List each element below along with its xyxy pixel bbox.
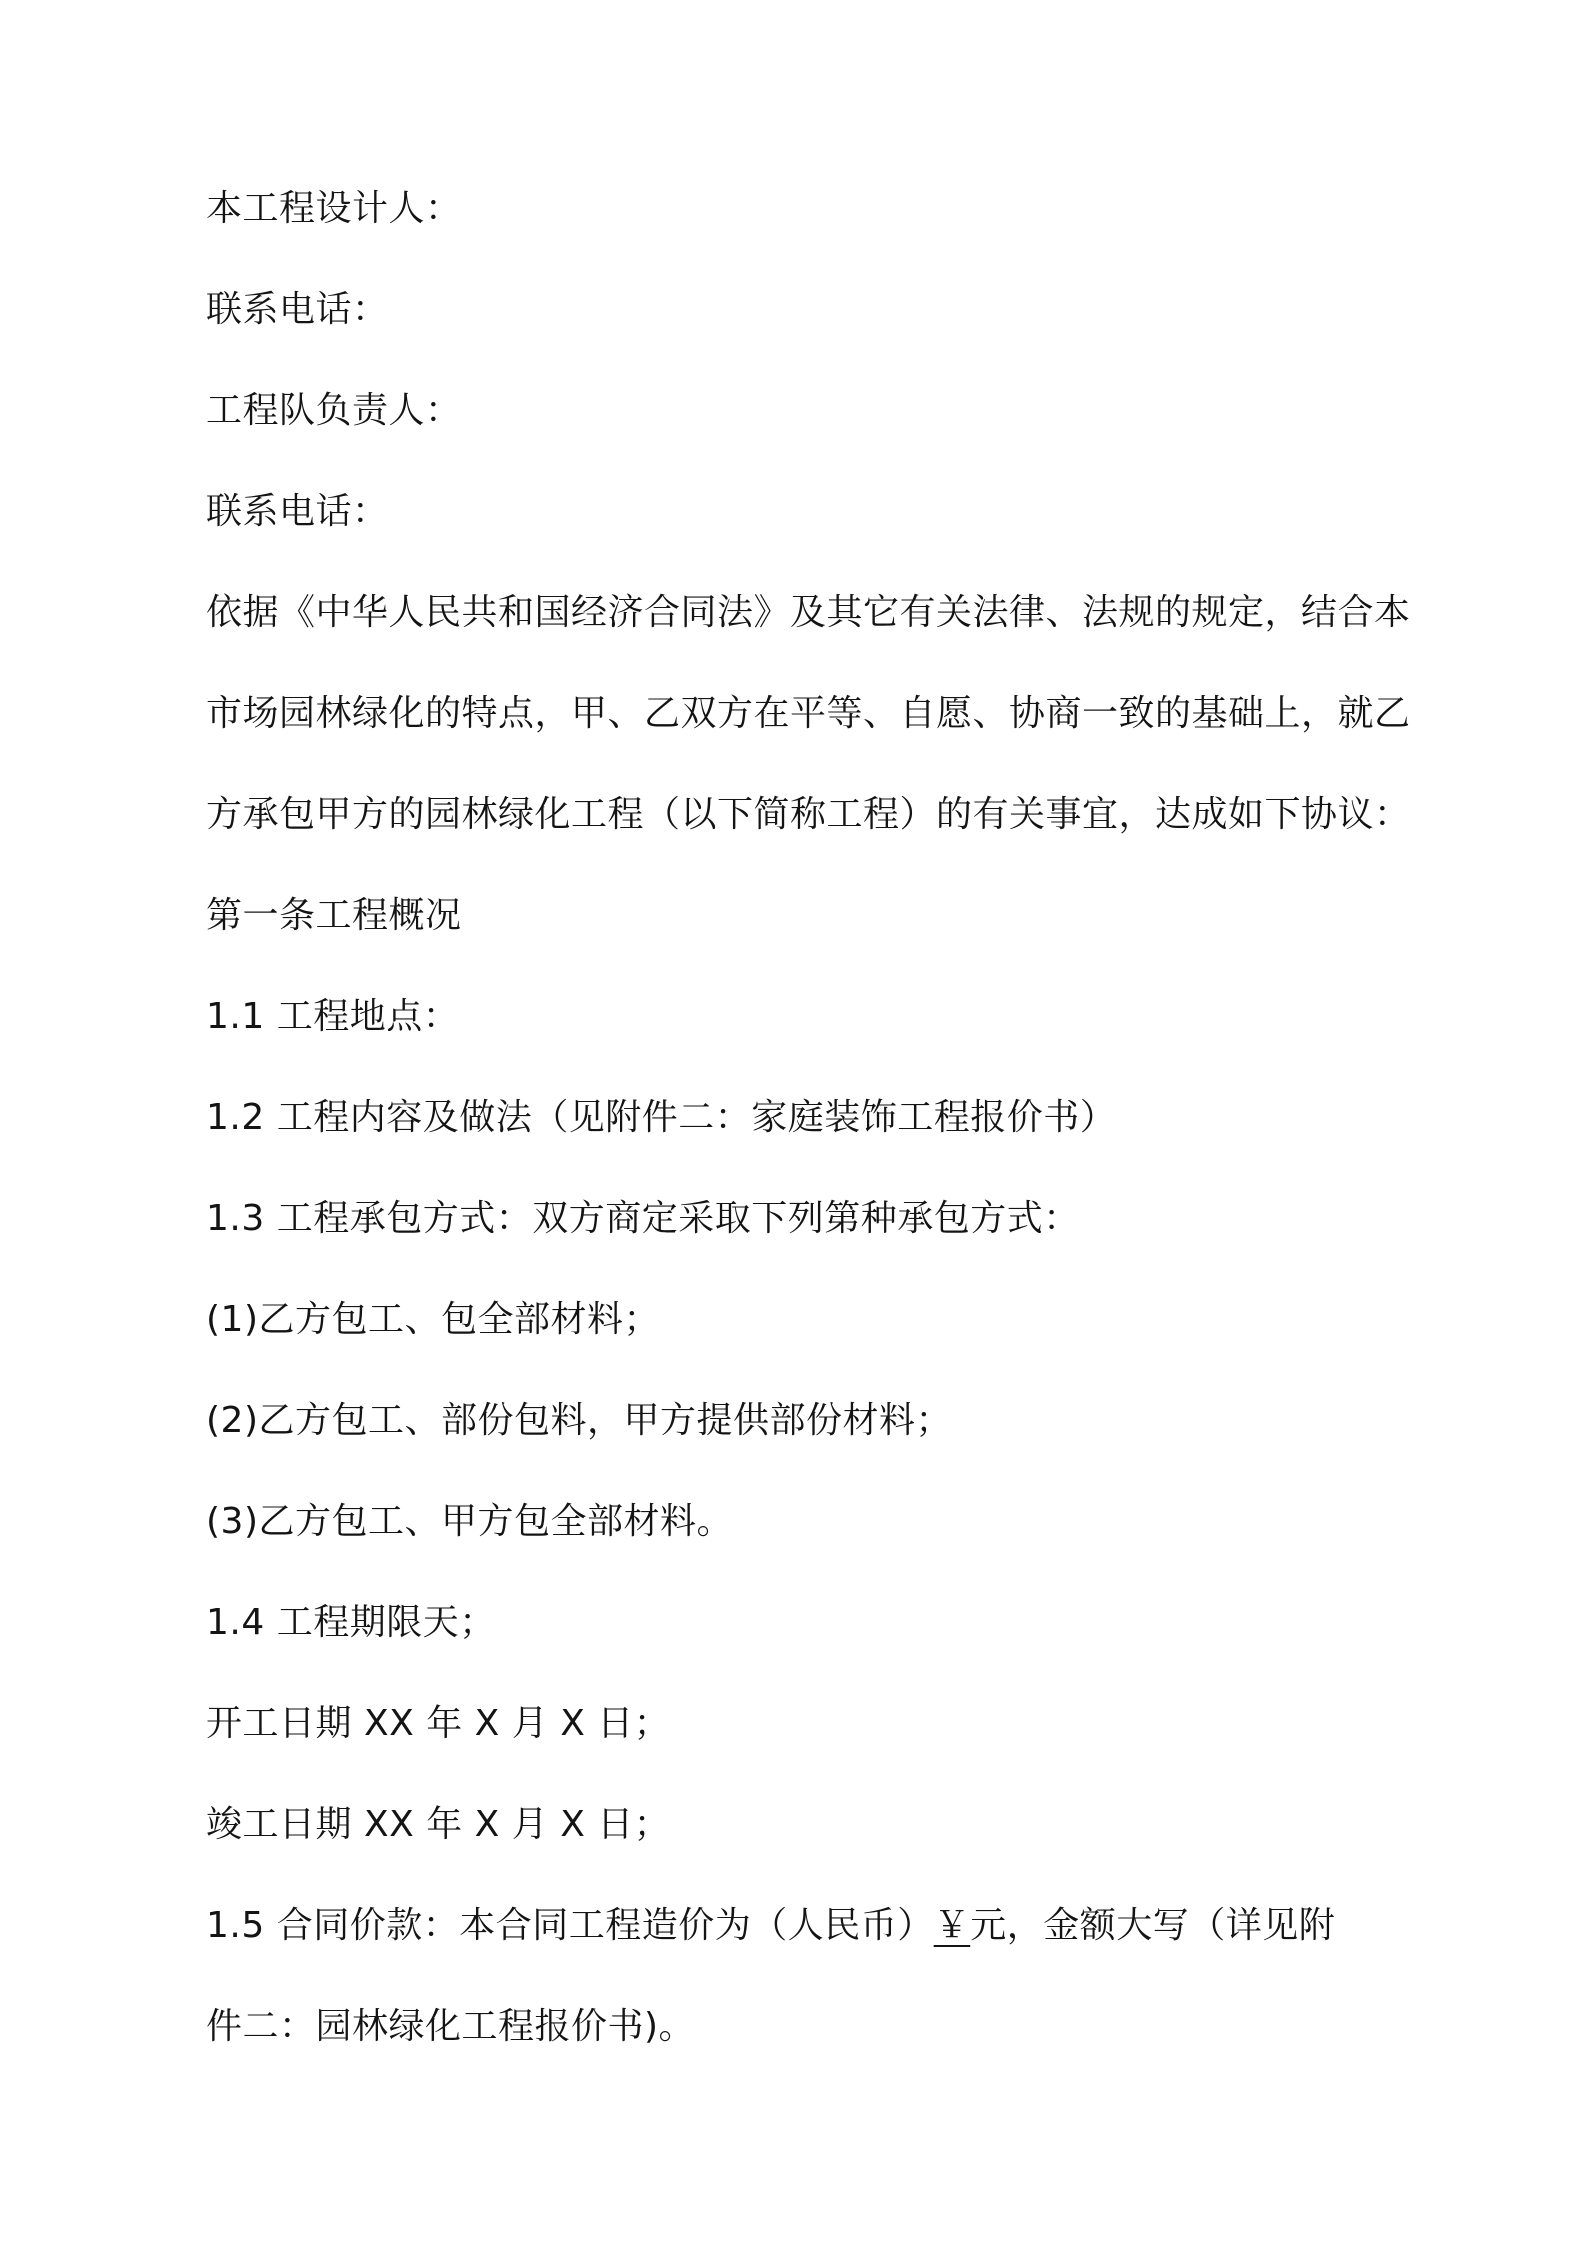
option-1: (1)乙方包工、包全部材料； — [206, 1299, 660, 1340]
article-1-title: 第一条工程概况 — [206, 895, 462, 936]
end-date-line: 竣工日期 XX 年 X 月 X 日； — [206, 1804, 671, 1845]
designer-phone-line: 联系电话： — [206, 289, 389, 330]
currency-symbol: ￥ — [933, 1905, 971, 1946]
preamble-line: 方承包甲方的园林绿化工程（以下简称工程）的有关事宜，达成如下协议： — [206, 794, 1411, 835]
team-leader-phone-line: 联系电话： — [206, 491, 389, 532]
item-1-5-text-cont: 元，金额大写（详见附 — [970, 1905, 1336, 1946]
item-1-4: 1.4 工程期限天； — [206, 1602, 496, 1643]
option-2: (2)乙方包工、部份包料，甲方提供部份材料； — [206, 1400, 952, 1441]
start-date-line: 开工日期 XX 年 X 月 X 日； — [206, 1703, 671, 1744]
item-1-2: 1.2 工程内容及做法（见附件二：家庭装饰工程报价书） — [206, 1097, 1117, 1138]
designer-line: 本工程设计人： — [206, 188, 462, 229]
preamble-line: 市场园林绿化的特点，甲、乙双方在平等、自愿、协商一致的基础上，就乙 — [206, 693, 1411, 734]
item-1-5-text: 1.5 合同价款：本合同工程造价为（人民币） — [206, 1905, 934, 1946]
option-3: (3)乙方包工、甲方包全部材料。 — [206, 1501, 733, 1542]
item-1-5-continuation: 件二：园林绿化工程报价书)。 — [206, 2006, 696, 2047]
item-1-3: 1.3 工程承包方式：双方商定采取下列第种承包方式： — [206, 1198, 1080, 1239]
document-body — [206, 158, 1446, 2077]
preamble-line: 依据《中华人民共和国经济合同法》及其它有关法律、法规的规定，结合本 — [206, 592, 1411, 633]
item-1-1: 1.1 工程地点： — [206, 996, 460, 1037]
item-1-5 — [206, 1875, 1446, 1976]
team-leader-line: 工程队负责人： — [206, 390, 462, 431]
